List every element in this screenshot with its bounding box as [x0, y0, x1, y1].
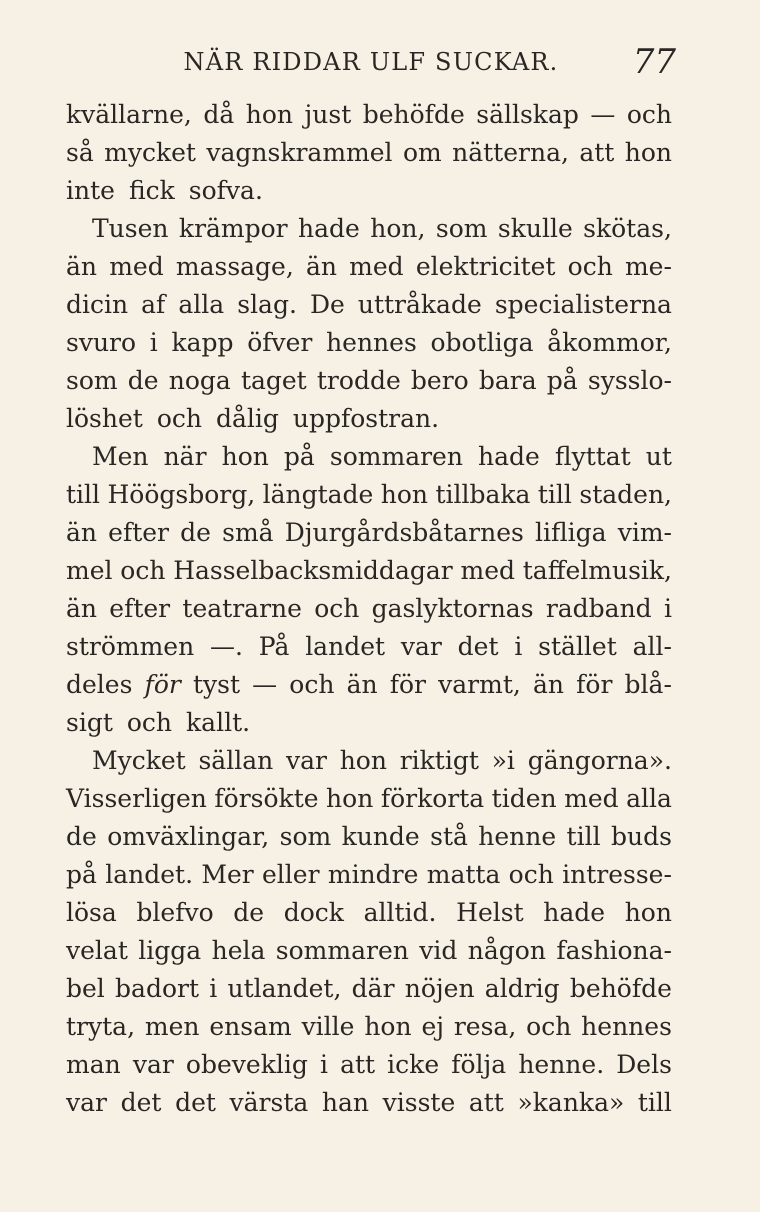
word: och	[314, 594, 360, 623]
text-line	[66, 552, 672, 590]
word: än	[66, 594, 98, 623]
text-line	[66, 400, 672, 438]
word: slag.	[237, 290, 297, 319]
word: än	[66, 252, 98, 281]
word: tiden	[491, 784, 557, 813]
word: uttråkade	[357, 290, 482, 319]
word: små	[222, 518, 274, 547]
word: nätterna,	[452, 138, 569, 167]
word: om	[402, 138, 442, 167]
word: hon,	[370, 214, 426, 243]
word: lösa	[66, 898, 117, 927]
word: ligga	[138, 936, 202, 965]
word: och	[567, 252, 613, 281]
word: varmt,	[438, 670, 521, 699]
text-line	[66, 1008, 672, 1046]
word: staden,	[579, 480, 672, 509]
word: de	[127, 366, 159, 395]
word: försökte	[214, 784, 319, 813]
word: i	[663, 594, 672, 623]
word: fashiona-	[556, 936, 672, 965]
word: hon	[339, 746, 387, 775]
word: bero	[410, 366, 469, 395]
word: af	[141, 290, 166, 319]
word: »i	[491, 746, 515, 775]
word: dålig	[215, 404, 279, 433]
page-header	[66, 42, 676, 92]
word: taget	[240, 366, 307, 395]
word: Visserligen	[66, 784, 207, 813]
word: hennes	[326, 328, 417, 357]
word: ej	[421, 1012, 444, 1041]
word: kunde	[341, 822, 420, 851]
word: mel	[66, 556, 113, 585]
word: deles	[66, 670, 133, 699]
word: hade	[478, 442, 540, 471]
text-line	[66, 476, 672, 514]
word: och	[626, 100, 672, 129]
word: det	[175, 1088, 216, 1117]
word: mycket	[104, 138, 196, 167]
word: och	[120, 556, 166, 585]
word: lifliga	[534, 518, 607, 547]
word: blå-	[624, 670, 672, 699]
word: intresse-	[562, 860, 672, 889]
text-line	[66, 96, 672, 134]
word: —	[252, 670, 278, 699]
word: åkommor,	[547, 328, 672, 357]
word: än	[532, 670, 564, 699]
word: »kanka»	[517, 1088, 625, 1117]
word: med	[564, 784, 619, 813]
word: me-	[624, 252, 672, 281]
word: förkorta	[380, 784, 485, 813]
word: Höögsborg,	[107, 480, 256, 509]
text-line	[66, 1084, 672, 1122]
word: vagnskrammel	[206, 138, 393, 167]
word: ensam	[209, 1012, 292, 1041]
word: men	[144, 1012, 200, 1041]
word: flyttat	[554, 442, 631, 471]
word: var	[285, 746, 327, 775]
word: skötas,	[583, 214, 672, 243]
word: —	[590, 100, 616, 129]
word: kapp	[171, 328, 234, 357]
word: henne	[478, 822, 557, 851]
word: i	[514, 632, 523, 661]
word: ville	[301, 1012, 355, 1041]
word: matta	[426, 860, 501, 889]
word: behöfde	[569, 974, 672, 1003]
word: hade	[543, 898, 606, 927]
word: dock	[283, 898, 344, 927]
word: Hasselbacksmiddagar	[173, 556, 453, 585]
text-line	[66, 286, 672, 324]
word: behöfde	[362, 100, 465, 129]
text-line	[66, 172, 672, 210]
word: —.	[210, 632, 243, 661]
word: omväxlingar,	[107, 822, 270, 851]
word: för	[576, 670, 613, 699]
word: hade	[298, 214, 360, 243]
word: hon	[364, 1012, 412, 1041]
word: längtade	[262, 480, 374, 509]
word: med	[349, 252, 404, 281]
word: hon	[624, 138, 672, 167]
text-line	[66, 970, 672, 1008]
word: var	[132, 1050, 174, 1079]
word: och	[526, 1012, 572, 1041]
word: som	[279, 822, 332, 851]
word: massage,	[175, 252, 294, 281]
word: all-	[632, 632, 672, 661]
word: så	[66, 138, 94, 167]
word: specialisterna	[494, 290, 672, 319]
word: hon	[380, 480, 429, 509]
word: de	[66, 822, 97, 851]
word: kvällarne,	[66, 100, 192, 129]
text-line	[66, 134, 672, 172]
word: de	[233, 898, 265, 927]
word: elektricitet	[415, 252, 556, 281]
page-number: 77	[632, 42, 676, 82]
word: inte	[66, 176, 115, 205]
word: badort	[115, 974, 199, 1003]
text-line	[66, 590, 672, 628]
word: på	[283, 442, 315, 471]
word: radband	[545, 594, 652, 623]
word: Djurgårdsbåtarnes	[284, 518, 524, 547]
word: sommaren	[275, 936, 409, 965]
word: nöjen	[404, 974, 475, 1003]
text-line	[66, 818, 672, 856]
word: uppfostran.	[292, 404, 440, 433]
word: alla	[178, 290, 225, 319]
word: att	[579, 138, 615, 167]
text-line	[66, 628, 672, 666]
word: sofva.	[188, 176, 263, 205]
word: blefvo	[136, 898, 214, 927]
word: sällan	[198, 746, 274, 775]
word: kallt.	[186, 708, 251, 737]
word: hon	[326, 784, 374, 813]
word: för	[144, 670, 181, 699]
word: hennes	[581, 1012, 672, 1041]
word: vid	[419, 936, 458, 965]
word: gaslyktornas	[371, 594, 534, 623]
word: aldrig	[484, 974, 560, 1003]
word: ut	[645, 442, 672, 471]
word: Tusen	[92, 214, 169, 243]
text-line	[66, 210, 672, 248]
word: taffelmusik,	[522, 556, 672, 585]
text-line	[66, 780, 672, 818]
word: det	[457, 632, 499, 661]
word: eller	[262, 860, 320, 889]
text-line	[66, 324, 672, 362]
word: efter	[109, 594, 171, 623]
word: gängorna».	[527, 746, 672, 775]
word: krämpor	[178, 214, 288, 243]
word: henne.	[518, 1050, 605, 1079]
word: resa,	[453, 1012, 517, 1041]
word: man	[66, 1050, 121, 1079]
word: och	[156, 404, 202, 433]
word: sigt	[66, 708, 113, 737]
word: i	[149, 328, 158, 357]
word: och	[126, 708, 173, 737]
word: tyst	[192, 670, 241, 699]
text-line	[66, 742, 672, 780]
word: velat	[66, 936, 128, 965]
word: var	[66, 1088, 107, 1117]
word: alltid.	[363, 898, 437, 927]
word: då	[203, 100, 235, 129]
word: Mer	[201, 860, 254, 889]
word: än	[66, 518, 98, 547]
word: buds	[610, 822, 672, 851]
word: hon	[221, 442, 269, 471]
word: obeveklig	[185, 1050, 308, 1079]
word: visste	[382, 1088, 456, 1117]
word: hela	[211, 936, 266, 965]
word: teatrarne	[182, 594, 302, 623]
word: på	[546, 366, 578, 395]
word: till	[66, 480, 101, 509]
word: till	[637, 1088, 672, 1117]
word: mindre	[327, 860, 419, 889]
word: öfver	[247, 328, 313, 357]
word: och	[289, 670, 335, 699]
word: Dels	[616, 1050, 672, 1079]
word: det	[120, 1088, 162, 1117]
text-line	[66, 856, 672, 894]
word: efter	[108, 518, 170, 547]
word: just	[304, 100, 352, 129]
word: landet.	[105, 860, 194, 889]
word: med	[460, 556, 515, 585]
word: och	[508, 860, 554, 889]
word: Men	[92, 442, 149, 471]
word: bara	[478, 366, 537, 395]
word: sysslo-	[587, 366, 672, 395]
word: han	[321, 1088, 370, 1117]
word: att	[340, 1050, 376, 1079]
word: utlandet,	[227, 974, 342, 1003]
word: än	[305, 252, 337, 281]
text-line	[66, 248, 672, 286]
text-line	[66, 932, 672, 970]
word: de	[180, 518, 211, 547]
word: än	[346, 670, 378, 699]
text-line	[66, 1046, 672, 1084]
word: för	[389, 670, 427, 699]
word: svuro	[66, 328, 137, 357]
word: någon	[467, 936, 546, 965]
word: sällskap	[476, 100, 579, 129]
word: när	[163, 442, 207, 471]
word: löshet	[66, 404, 143, 433]
word: var	[400, 632, 442, 661]
word: hon	[245, 100, 294, 129]
word: i	[319, 1050, 328, 1079]
word: icke	[387, 1050, 440, 1079]
word: bel	[66, 974, 105, 1003]
word: tillbaka	[435, 480, 531, 509]
word: att	[468, 1088, 504, 1117]
word: trodde	[316, 366, 401, 395]
text-line	[66, 894, 672, 932]
word: där	[351, 974, 395, 1003]
text-line	[66, 438, 672, 476]
word: alla	[626, 784, 672, 813]
word: landet	[305, 632, 386, 661]
text-line	[66, 362, 672, 400]
word: skulle	[497, 214, 573, 243]
word: tryta,	[66, 1012, 136, 1041]
word: som	[66, 366, 118, 395]
word: På	[258, 632, 290, 661]
word: som	[435, 214, 488, 243]
word: noga	[168, 366, 231, 395]
word: med	[109, 252, 164, 281]
word: till	[537, 480, 572, 509]
word: i	[209, 974, 218, 1003]
word: till	[566, 822, 601, 851]
word: hon	[624, 898, 672, 927]
word: Helst	[456, 898, 524, 927]
word: fick	[128, 176, 175, 205]
word: vim-	[617, 518, 672, 547]
word: dicin	[66, 290, 129, 319]
running-head: NÄR RIDDAR ULF SUCKAR.	[183, 48, 559, 76]
word: strömmen	[66, 632, 195, 661]
text-line	[66, 666, 672, 704]
word: sommaren	[329, 442, 463, 471]
word: värsta	[229, 1088, 309, 1117]
word: på	[66, 860, 97, 889]
body-text	[66, 96, 672, 1122]
word: stå	[430, 822, 468, 851]
word: följa	[451, 1050, 507, 1079]
word: obotliga	[430, 328, 534, 357]
text-line	[66, 704, 672, 742]
word: De	[309, 290, 345, 319]
text-line	[66, 514, 672, 552]
word: Mycket	[92, 746, 186, 775]
word: stället	[538, 632, 617, 661]
word: riktigt	[399, 746, 479, 775]
